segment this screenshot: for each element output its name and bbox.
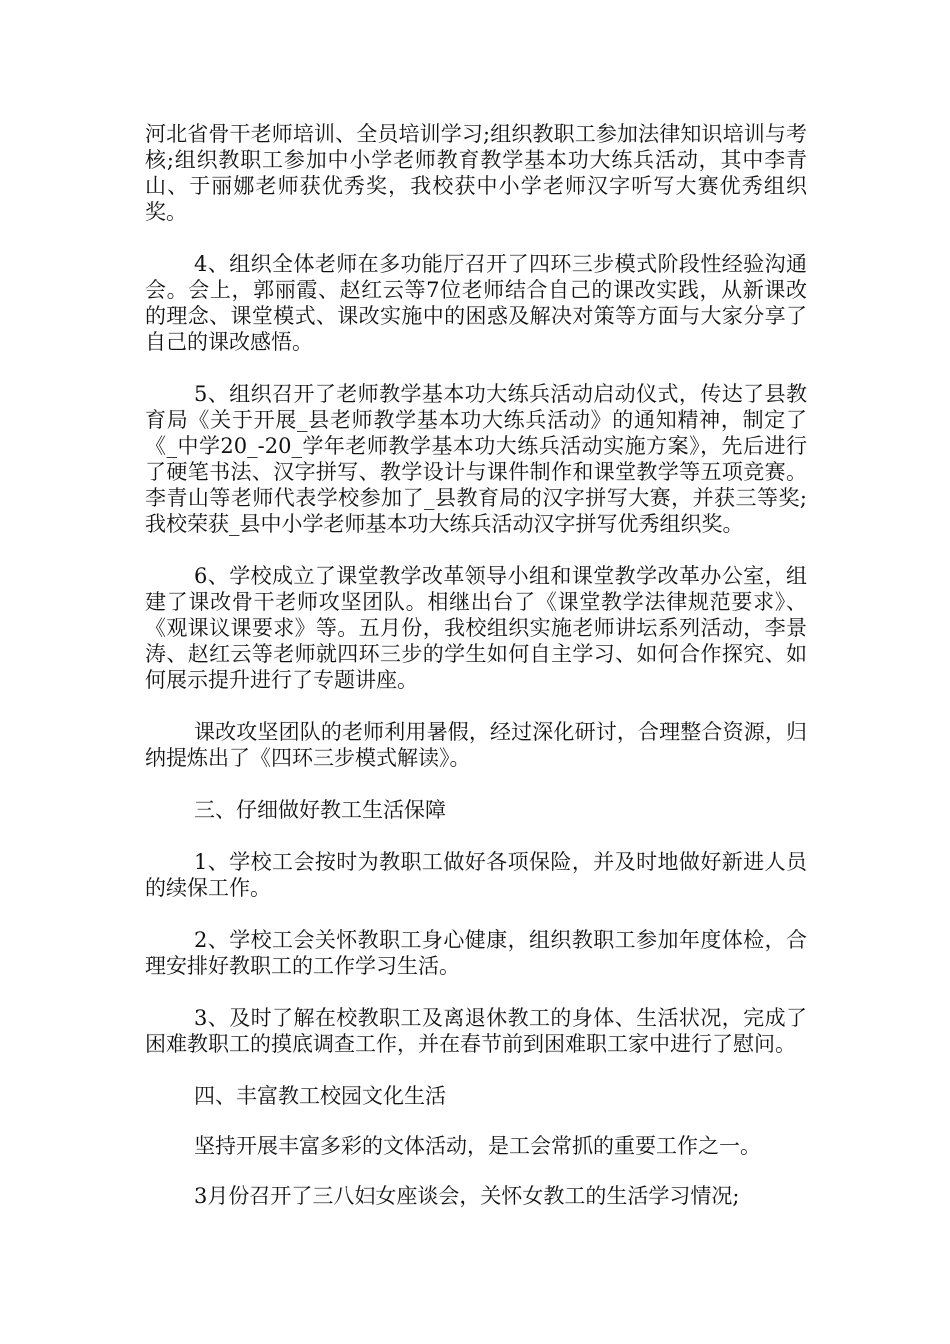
paragraph-item-5: 5、组织召开了老师教学基本功大练兵活动启动仪式，传达了县教育局《关于开展_县老师教学基本功大练兵活动》的通知精神，制定了《_中学20_-20_学年老师教学基本功大练兵活动实施方案》，先后进行了硬笔书法、汉字拼写、教学设计与课件制作和课堂教学等五项竞赛。李青山等老师代表学校参加了_县教育局的汉字拼写大赛，并获三等奖;我校荣获_县中小学老师基本功大练兵活动汉字拼写优秀组织奖。	[145, 382, 807, 536]
paragraph-life-item-1: 1、学校工会按时为教职工做好各项保险，并及时地做好新进人员的续保工作。	[145, 850, 807, 900]
paragraph-activities: 坚持开展丰富多彩的文体活动，是工会常抓的重要工作之一。	[194, 1134, 761, 1158]
paragraph-training-summary: 河北省骨干老师培训、全员培训学习;组织教职工参加法律知识培训与考核;组织教职工参加中小学老师教育教学基本功大练兵活动，其中李青山、于丽娜老师获优秀奖，我校获中小学老师汉字听写大赛优秀组织奖。	[145, 122, 807, 224]
paragraph-reform-team: 课改攻坚团队的老师利用暑假，经过深化研讨，合理整合资源，归纳提炼出了《四环三步模式解读》。	[145, 720, 807, 770]
paragraph-item-4: 4、组织全体老师在多功能厅召开了四环三步模式阶段性经验沟通会。会上，郭丽霞、赵红云等7位老师结合自己的课改实践，从新课改的理念、课堂模式、课改实施中的困惑及解决对策等方面与大家分享了自己的课改感悟。	[145, 252, 807, 354]
paragraph-item-6: 6、学校成立了课堂教学改革领导小组和课堂教学改革办公室，组建了课改骨干老师攻坚团队。相继出台了《课堂教学法律规范要求》、《观课议课要求》等。五月份，我校组织实施老师讲坛系列活动，李景涛、赵红云等老师就四环三步的学生如何自主学习、如何合作探究、如何展示提升进行了专题讲座。	[145, 564, 807, 692]
paragraph-life-item-3: 3、及时了解在校教职工及离退休教工的身体、生活状况，完成了困难教职工的摸底调查工作，并在春节前到困难职工家中进行了慰问。	[145, 1006, 807, 1056]
document-body	[145, 121, 807, 1235]
paragraph-march-event: 3月份召开了三八妇女座谈会，关怀女教工的生活学习情况;	[194, 1184, 740, 1208]
section-heading-3: 三、仔细做好教工生活保障	[194, 798, 446, 822]
section-heading-4: 四、丰富教工校园文化生活	[194, 1084, 446, 1108]
paragraph-life-item-2: 2、学校工会关怀教职工身心健康，组织教职工参加年度体检，合理安排好教职工的工作学习生活。	[145, 928, 807, 978]
